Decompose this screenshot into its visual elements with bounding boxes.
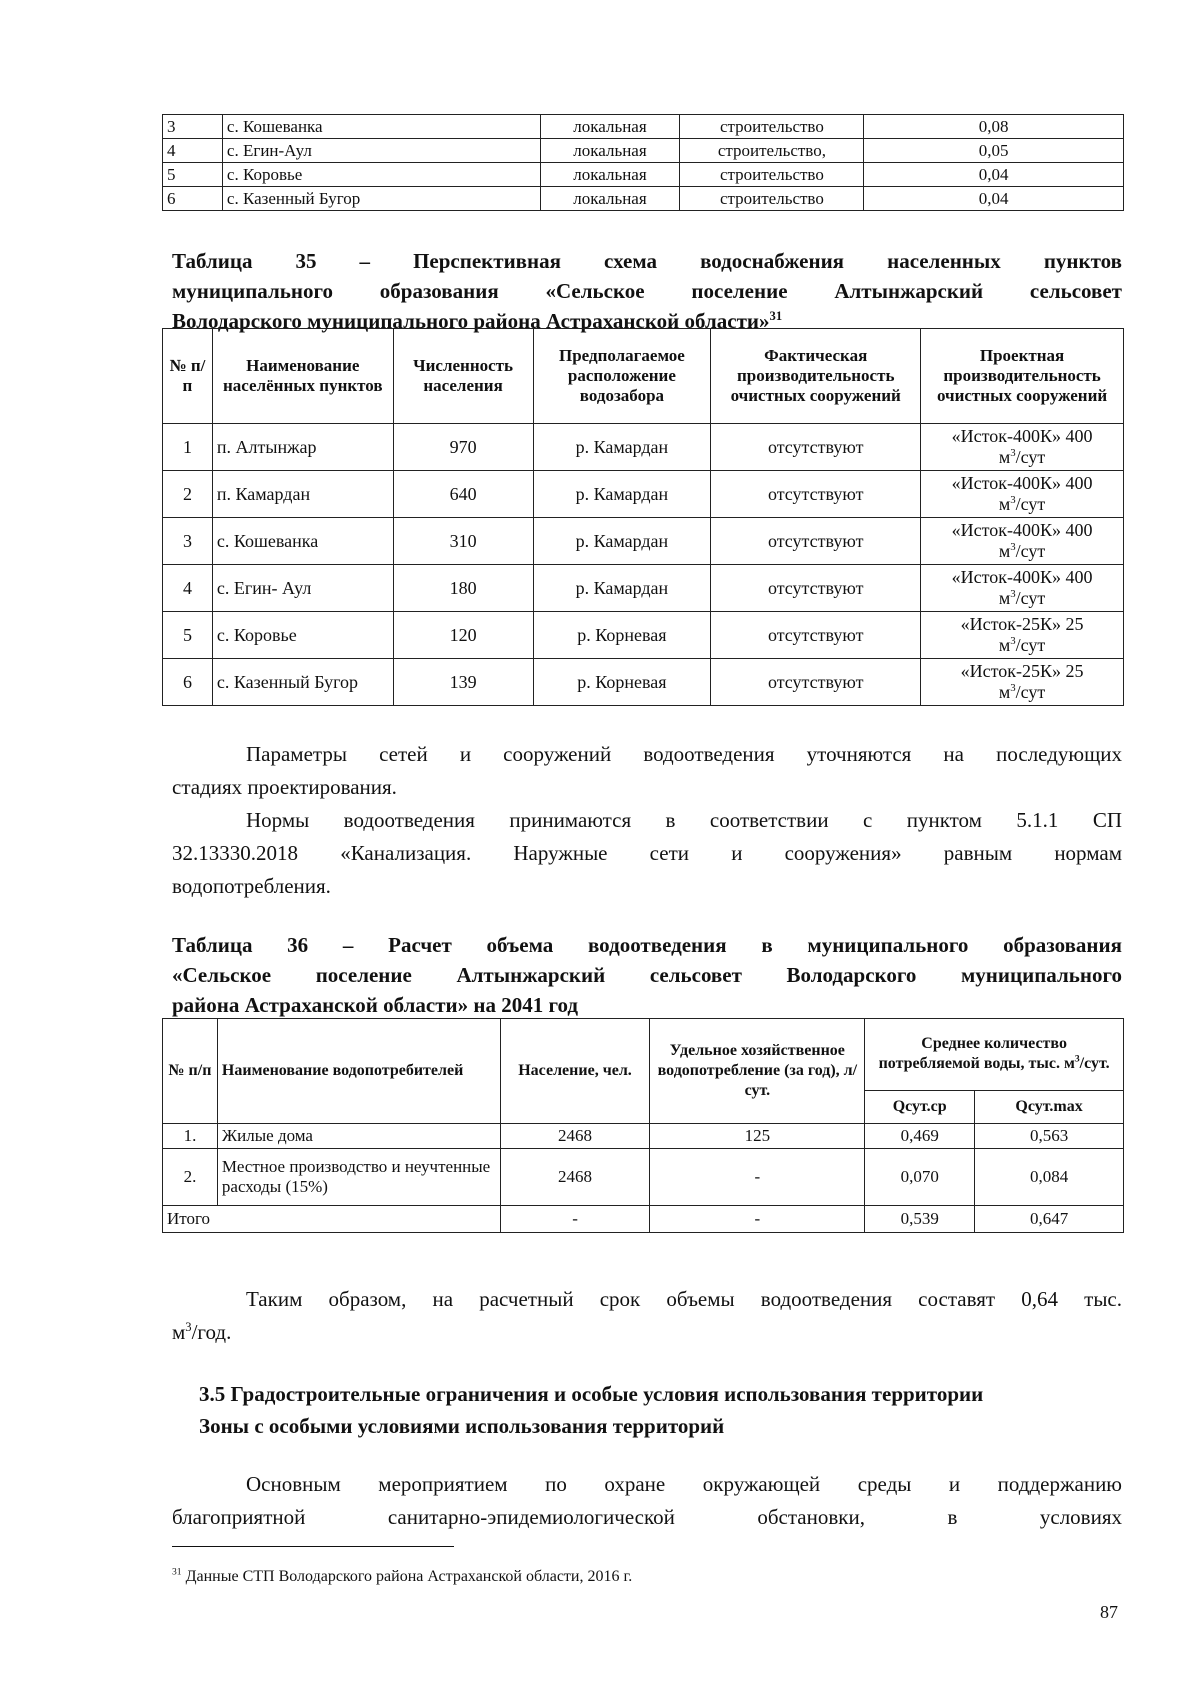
table36-caption: Таблица 36 – Расчет объема водоотведения в муниципального образования «Сельское поселение Алтынжарский сельсовет Володарского муниципального района Астраханской области» на 2041 год xyxy=(172,933,1122,1017)
paragraph-measures: Основным мероприятием по охране окружающей среды и поддержанию благоприятной санитарно-эпидемиологической обстановки, в условиях xyxy=(172,1472,1122,1529)
top-table xyxy=(162,114,1124,211)
col-num: № п/п xyxy=(163,329,213,424)
paragraph-network-params: Параметры сетей и сооружений водоотведения уточняются на последующих стадиях проектирования. xyxy=(172,742,1122,799)
table-total-row: Итого - - 0,539 0,647 xyxy=(163,1206,1124,1233)
table36 xyxy=(162,1018,1124,1233)
footnote-divider xyxy=(172,1546,454,1547)
table-row: 3 с. Кошеванка локальная строительство 0,08 xyxy=(163,115,1124,139)
table-row: 6 с. Казенный Бугор локальная строительство 0,04 xyxy=(163,187,1124,211)
footnote-ref: 31 xyxy=(769,309,783,323)
col-design: Проектная производительность очистных сооружений xyxy=(921,329,1124,424)
section-heading: 3.5 Градостроительные ограничения и особые условия использования территории Зоны с особыми условиями использования территорий xyxy=(199,1382,984,1438)
col-population: Население, чел. xyxy=(500,1019,650,1124)
col-qmax: Qсут.max xyxy=(975,1090,1124,1123)
table-row: 6 с. Казенный Бугор 139 р. Корневая отсутствуют «Исток-25К» 25 $м^3$/сут xyxy=(163,659,1124,706)
table35-caption: Таблица 35 – Перспективная схема водоснабжения населенных пунктов муниципального образования «Сельское поселение Алтынжарский сельсовет Володарского муниципального района Астраханской области»$^{31}$ xyxy=(172,249,1122,333)
table-row: 1 п. Алтынжар 970 р. Камардан отсутствуют «Исток-400К» 400 $м^3$/сут xyxy=(163,424,1124,471)
col-name: Наименование населённых пунктов xyxy=(212,329,393,424)
col-qavg: Qсут.ср xyxy=(865,1090,975,1123)
col-population: Численность населения xyxy=(393,329,533,424)
table-row: 4 с. Егин-Аул локальная строительство, 0,05 xyxy=(163,139,1124,163)
col-actual: Фактическая производительность очистных сооружений xyxy=(711,329,921,424)
table-row: 1. Жилые дома 2468 125 0,469 0,563 xyxy=(163,1124,1124,1149)
col-num: № п/п xyxy=(163,1019,218,1124)
table-row: 5 с. Коровье 120 р. Корневая отсутствуют «Исток-25К» 25 $м^3$/сут xyxy=(163,612,1124,659)
table-row: 5 с. Коровье локальная строительство 0,04 xyxy=(163,163,1124,187)
table-row: 2. Местное производство и неучтенные расходы (15%) 2468 - 0,070 0,084 xyxy=(163,1149,1124,1206)
table35 xyxy=(162,328,1124,706)
col-average: Среднее количество потребляемой воды, тыс. $м^3$/сут. xyxy=(865,1019,1124,1091)
col-intake: Предполагаемое расположение водозабора xyxy=(533,329,711,424)
paragraph-conclusion: Таким образом, на расчетный срок объемы водоотведения составят 0,64 тыс. $м^3$/год. xyxy=(172,1287,1122,1344)
table-row: 4 с. Егин- Аул 180 р. Камардан отсутствуют «Исток-400К» 400 $м^3$/сут xyxy=(163,565,1124,612)
table-row: 3 с. Кошеванка 310 р. Камардан отсутствуют «Исток-400К» 400 $м^3$/сут xyxy=(163,518,1124,565)
col-consumer: Наименование водопотребителей xyxy=(217,1019,500,1124)
paragraph-norms: Нормы водоотведения принимаются в соответствии с пунктом 5.1.1 СП 32.13330.2018 «Канализация. Наружные сети и сооружения» равным нормам водопотребления. xyxy=(172,808,1122,898)
footnote: $^{31}$ Данные СТП Володарского района Астраханской области, 2016 г. xyxy=(172,1566,633,1585)
page-number: 87 xyxy=(1100,1602,1118,1622)
table-row: 2 п. Камардан 640 р. Камардан отсутствуют «Исток-400К» 400 $м^3$/сут xyxy=(163,471,1124,518)
col-specific: Удельное хозяйственное водопотребление (за год), л/сут. xyxy=(650,1019,865,1124)
